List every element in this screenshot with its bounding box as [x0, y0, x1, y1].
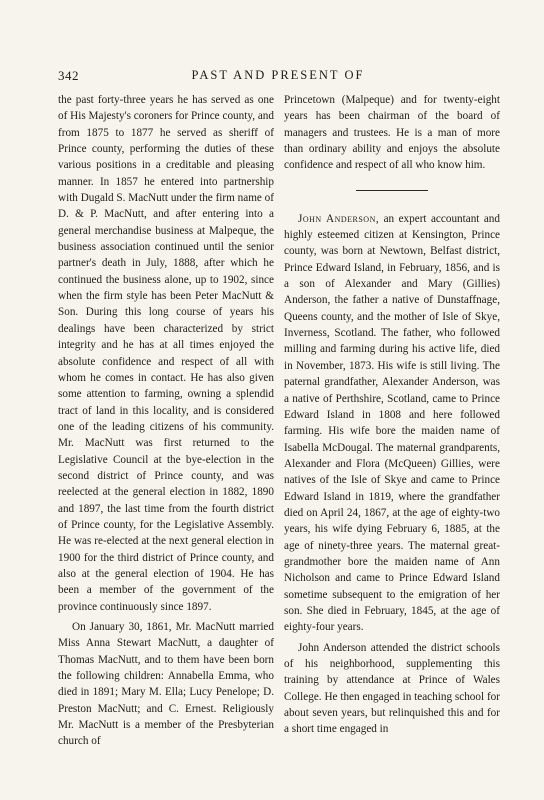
right-paragraph-3: John Anderson attended the district schools of his neighborhood, supplementing this training by attendance at Prince of Wales College. He then engaged in teaching school for about seven years, but relinquished this and for a short time engaged in: [284, 641, 500, 736]
right-paragraph-2-text: an expert accountant and highly esteemed citizen at Kensington, Prince county, was born at Newtown, Belfast district, Prince Edward Island, in February, 1856, and is a son of Alexander and Mary (Gillies) Anderson, the father a native of Dunstaffnage, Queens county, and the mother of Isle of Skye, Inverness, Scotland. The father, who followed milling and farming during his active life, died in November, 1873. His wife is still living. The paternal grandfather, Alexander Anderson, was a native of Perthshire, Scotland, came to Prince Edward Island in 1808 and here followed farming. His wife bore the maiden name of Isabella McDougal. The maternal grandparents, Alexander and Flora (McQueen) Gillies, were natives of the Isle of Skye and came to Prince Edward Island in 1819, where the grandfather died on April 24, 1867, at the age of eighty-two years, his wife dying February 6, 1885, at the age of ninety-three years. The maternal great-grandmother bore the maiden name of Ann Nicholson and came to Prince Edward Island sometime subsequent to the emigration of her son. She died in February, 1845, at the age of eighty-four years.: [284, 212, 500, 634]
right-paragraph-1: Princetown (Malpeque) and for twenty-eight years has been chairman of the board of managers and trustees. He is a man of more than ordinary ability and enjoys the absolute confidence and respect of all who know him.: [284, 94, 500, 172]
right-paragraph-2: [284, 211, 500, 636]
page-header: [58, 68, 498, 88]
biography-subject-name: John Anderson,: [298, 212, 380, 225]
left-paragraph-2: On January 30, 1861, Mr. MacNutt married Miss Anna Stewart MacNutt, a daughter of Thomas MacNutt, and to them have been born the following children: Annabella Emma, who died in 1891; Mary M. Ella; Lucy Penelope; D. Preston MacNutt; and C. Ernest. Religiously Mr. MacNutt is a member of the Presbyterian church of: [58, 621, 274, 748]
left-column: [58, 92, 274, 750]
page-number: 342: [58, 68, 79, 83]
left-paragraph-1: the past forty-three years he has served as one of His Majesty's coroners for Prince county, and from 1875 to 1877 he served as sheriff of Prince county, performing the duties of these various positions in a creditable and pleasing manner. In 1857 he entered into partnership with Dugald S. MacNutt under the firm name of D. & P. MacNutt, and after entering into a general merchandise business at Malpeque, the business association continued until the senior partner's death in July, 1888, after which he continued the business alone, up to 1902, since when the firm style has been Peter MacNutt & Son. During this long course of years his dealings have been characterized by strict integrity and he has at all times enjoyed the absolute confidence and respect of all with whom he comes in contact. He has also given some attention to farming, owning a splendid tract of land in this locality, and is considered one of the leading citizens of his community. Mr. MacNutt was first returned to the Legislative Council at the bye-election in the second district of Prince county, and was reelected at the general election in 1882, 1890 and 1897, the last time from the fourth district of Prince county, for the Legislative Assembly. He was re-elected at the next general election in 1900 for the third district of Prince county, and also at the general election of 1904. He has been a member of the government of the province continuously since 1897.: [58, 94, 274, 613]
section-divider: [356, 190, 428, 191]
right-column: [284, 92, 500, 738]
running-head: PAST AND PRESENT OF: [191, 68, 365, 82]
